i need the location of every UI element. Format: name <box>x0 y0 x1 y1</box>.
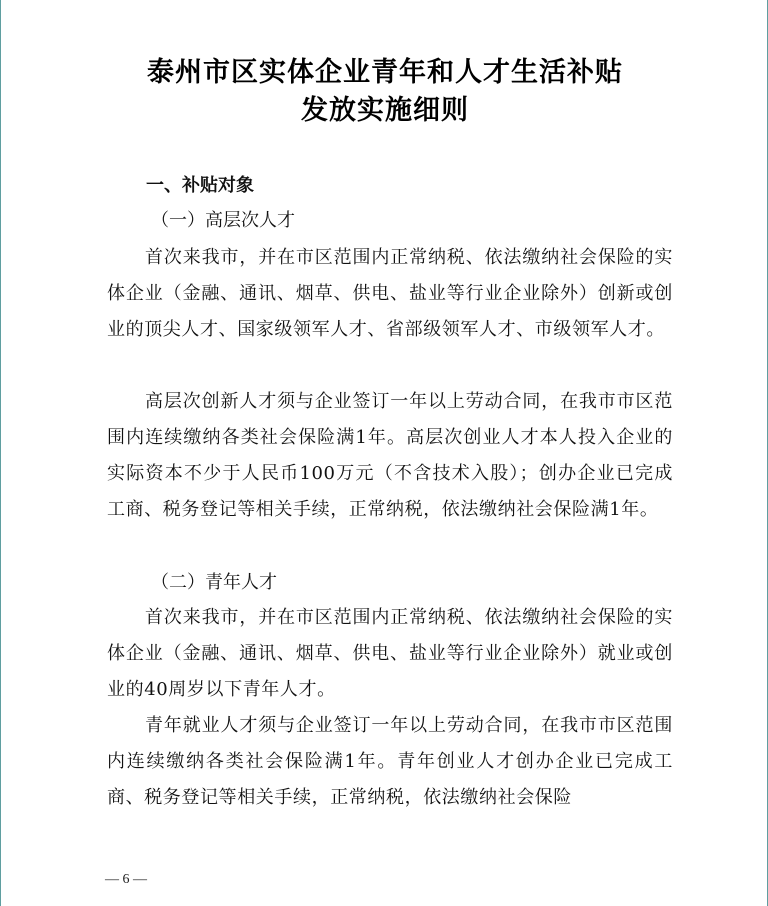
paragraph-youth-talent-scope <box>107 600 673 708</box>
subsection-heading-youth-talent: （二）青年人才 <box>151 572 277 593</box>
paragraph-text: 首次来我市，并在市区范围内正常纳税、依法缴纳社会保险的实体企业（金融、通讯、烟草、供电、盐业等行业企业除外）创新或创业的顶尖人才、国家级领军人才、省部级领军人才、市级领军人才。 <box>107 247 673 340</box>
paragraph-text: 首次来我市，并在市区范围内正常纳税、依法缴纳社会保险的实体企业（金融、通讯、烟草、供电、盐业等行业企业除外）就业或创业的40周岁以下青年人才。 <box>107 607 673 700</box>
paragraph-youth-talent-requirements <box>107 708 673 816</box>
section-heading-subsidy-target: 一、补贴对象 <box>146 175 254 196</box>
document-title-line-1: 泰州市区实体企业青年和人才生活补贴 <box>147 57 623 88</box>
paragraph-text: 高层次创新人才须与企业签订一年以上劳动合同，在我市市区范围内连续缴纳各类社会保险满1年。高层次创业人才本人投入企业的实际资本不少于人民币100万元（不含技术入股）；创办企业已完成工商、税务登记等相关手续，正常纳税，依法缴纳社会保险满1年。 <box>107 391 673 520</box>
paragraph-high-level-talent-requirements <box>107 384 673 528</box>
paragraph-high-level-talent-scope <box>107 240 673 348</box>
subsection-heading-high-level-talent: （一）高层次人才 <box>151 210 295 231</box>
document-title-line-2: 发放实施细则 <box>301 95 469 126</box>
paragraph-text: 青年就业人才须与企业签订一年以上劳动合同，在我市市区范围内连续缴纳各类社会保险满1年。青年创业人才创办企业已完成工商、税务登记等相关手续，正常纳税，依法缴纳社会保险 <box>107 715 673 808</box>
page-number: — 6 — <box>105 872 147 887</box>
